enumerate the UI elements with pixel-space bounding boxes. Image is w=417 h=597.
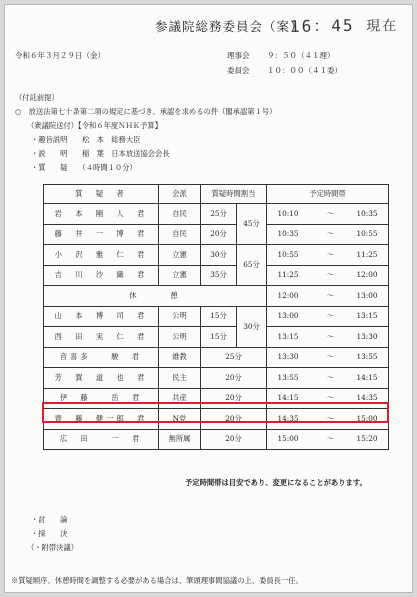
questioning-line: ・質 疑 （４時間１０分） (31, 163, 137, 172)
debate-item: ・討 論 (31, 515, 68, 524)
table-row (44, 265, 389, 286)
party: N党 (159, 409, 201, 430)
time-slot: 13:15 ～ 13:30 (267, 327, 389, 348)
schedule-board (227, 50, 335, 61)
time-slot: 10:55 ～ 11:25 (267, 245, 389, 266)
time-slot: 10:35 ～ 10:55 (267, 224, 389, 245)
schedule-note: 予定時間帯は目安であり、変更になることがあります。 (185, 478, 367, 487)
party: 立憲 (159, 265, 201, 286)
recess-label: 休 憩 (44, 286, 267, 307)
questioner-name: 芳 賀 道 也 君 (44, 368, 159, 389)
purpose-line: ・趣旨説明 松 本 総務大臣 (31, 135, 141, 144)
questioner-name: 伊 藤 岳 君 (44, 388, 159, 409)
agenda-item: ○ 放送法第七十条第二項の規定に基づき、承認を求めるの件（閣承認第１号） (15, 107, 277, 116)
allocation: 20分 (201, 224, 237, 245)
allocation: 20分 (201, 388, 267, 409)
table-row (44, 347, 389, 368)
allocation: 20分 (201, 368, 267, 389)
questioner-name: 山 本 博 司 君 (44, 306, 159, 327)
meeting-date: 令和６年３月２９日（金） (15, 51, 105, 60)
questioner-name: 齊 藤 健一郎 君 (44, 409, 159, 430)
party: 共産 (159, 388, 201, 409)
table-row (44, 245, 389, 266)
questioner-name: 音喜多 駿 君 (44, 347, 159, 368)
handwritten-time-note (290, 12, 399, 37)
allocation: 15分 (201, 327, 237, 348)
document-title: 参議院総務委員会（案） (155, 19, 304, 34)
header-time-slot: 予定時間帯 (267, 185, 389, 204)
allocation: 25分 (201, 204, 237, 225)
party: 自民 (159, 224, 201, 245)
time-slot: 15:00 ～ 15:20 (267, 429, 389, 450)
time-slot: 14:15 ～ 14:35 (267, 388, 389, 409)
document-page (4, 4, 413, 593)
party: 維教 (159, 347, 201, 368)
vote-item: ・採 決 (31, 529, 68, 538)
handwritten-time: 16：45 (289, 15, 355, 36)
schedule-name: 委員会 (227, 66, 250, 75)
allocation: 35分 (201, 265, 237, 286)
questioner-name: 広 田 一 君 (44, 429, 159, 450)
header-questioner: 質 疑 者 (44, 185, 159, 204)
party: 立憲 (159, 245, 201, 266)
time-slot: 12:00 ～ 13:00 (267, 286, 389, 307)
party: 民主 (159, 368, 201, 389)
group-total: 45分 (237, 204, 267, 245)
questioner-name: 藤 井 一 博 君 (44, 224, 159, 245)
party: 公明 (159, 327, 201, 348)
header-allocation: 質疑時間割当 (201, 185, 267, 204)
allocation: 20分 (201, 409, 267, 430)
resolution-item: （・附帯決議） (27, 543, 79, 552)
party: 自民 (159, 204, 201, 225)
section-label: （付託前提） (15, 93, 59, 102)
time-slot: 13:30 ～ 13:55 (267, 347, 389, 368)
table-row (44, 327, 389, 348)
group-total: 30分 (237, 306, 267, 347)
party: 無所属 (159, 429, 201, 450)
schedule-time: １０：００（４１委） (267, 66, 342, 75)
party: 公明 (159, 306, 201, 327)
questioner-name: 吉 川 沙 織 君 (44, 265, 159, 286)
schedule-committee (227, 65, 342, 76)
questioner-name: 小 沢 雅 仁 君 (44, 245, 159, 266)
allocation: 25分 (201, 347, 267, 368)
time-slot: 13:00 ～ 13:15 (267, 306, 389, 327)
highlight-box (42, 402, 389, 423)
questioner-name: 岩 本 剛 人 君 (44, 204, 159, 225)
header-party: 会派 (159, 185, 201, 204)
footer-note: ※質疑順序、休憩時間を調整する必要がある場合は、筆頭理事間協議の上、委員長一任。 (11, 576, 303, 585)
table-header-row (44, 185, 389, 204)
time-slot: 14:35 ～ 15:00 (267, 409, 389, 430)
questioner-name: 西 田 実 仁 君 (44, 327, 159, 348)
allocation: 30分 (201, 245, 237, 266)
recess-row (44, 286, 389, 307)
allocation: 20分 (201, 429, 267, 450)
table-row (44, 224, 389, 245)
schedule-name: 理事会 (227, 51, 250, 60)
table-row-highlighted (44, 368, 389, 389)
sent-by: （衆議院送付）【令和６年度ＮＨＫ予算】 (27, 121, 162, 130)
handwritten-status: 現在 (366, 18, 399, 35)
table-row (44, 204, 389, 225)
table-row (44, 429, 389, 450)
group-total: 65分 (237, 245, 267, 286)
time-slot: 11:25 ～ 12:00 (267, 265, 389, 286)
allocation: 15分 (201, 306, 237, 327)
schedule-time: ９：５０（４１理） (267, 51, 335, 60)
time-slot: 13:55 ～ 14:15 (267, 368, 389, 389)
time-slot: 10:10 ～ 10:35 (267, 204, 389, 225)
table-row (44, 306, 389, 327)
explanation-line: ・説 明 稲 葉 日本放送協会会長 (31, 149, 170, 158)
